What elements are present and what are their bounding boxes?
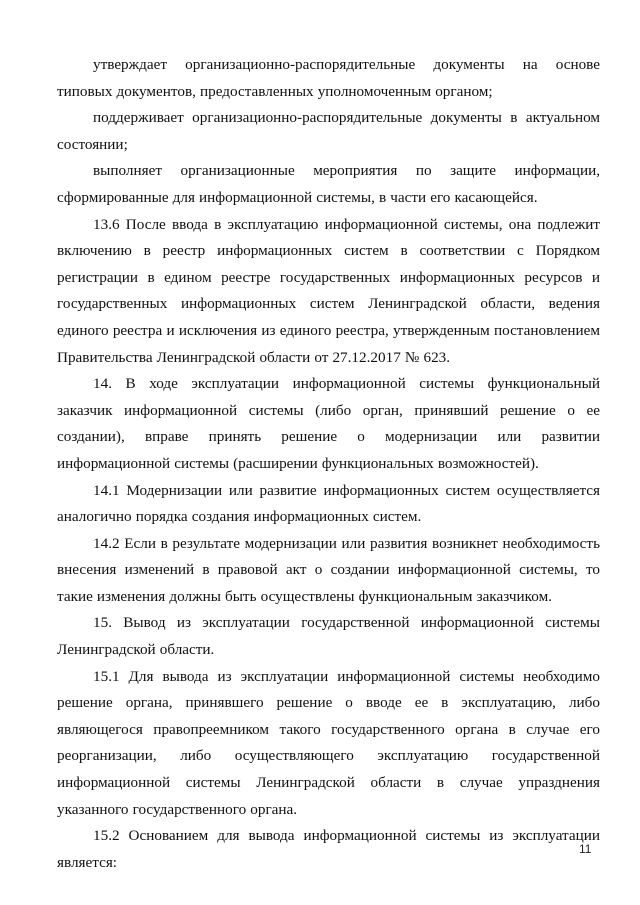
- paragraph-14: 14. В ходе эксплуатации информационной системы функциональный заказчик информационной системы (либо орган, принявший решение о ее создании), вправе принять решение о модернизации или развитии информационной системы (расширении функциональных возможностей).: [57, 375, 600, 472]
- paragraph-15-2: 15.2 Основанием для вывода информационной системы из эксплуатации является:: [57, 827, 600, 871]
- paragraph-13-6: 13.6 После ввода в эксплуатацию информационной системы, она подлежит включению в реестр информационных систем в соответствии с Порядком регистрации в едином реестре государственных информационных ресурсов и государственных информационных систем Ленинградской области, ведения единого реестра и исключения из единого реестра, утвержденным постановлением Правительства Ленинградской области от 27.12.2017 № 623.: [57, 215, 600, 366]
- paragraph-14-2: 14.2 Если в результате модернизации или развития возникнет необходимость внесения изменений в правовой акт о создании информационной системы, то такие изменения должны быть осуществлены функциональным заказчиком.: [57, 534, 600, 605]
- document-body: [57, 52, 600, 876]
- page-number: 11: [579, 842, 592, 856]
- paragraph-approves-documents: утверждает организационно-распорядительные документы на основе типовых документов, предоставленных уполномоченным органом;: [57, 56, 600, 100]
- paragraph-15-1: 15.1 Для вывода из эксплуатации информационной системы необходимо решение органа, принявшего решение о вводе ее в эксплуатацию, либо являющегося правопреемником такого государственного органа в случае его реорганизации, либо осуществляющего эксплуатацию государственной информационной системы Ленинградской области в случае упразднения указанного государственного органа.: [57, 667, 600, 818]
- paragraph-14-1: 14.1 Модернизации или развитие информационных систем осуществляется аналогично порядка создания информационных систем.: [57, 481, 600, 526]
- paragraph-maintains-documents: поддерживает организационно-распорядительные документы в актуальном состоянии;: [57, 109, 600, 153]
- paragraph-performs-measures: выполняет организационные мероприятия по защите информации, сформированные для информационной системы, в части его касающейся.: [57, 162, 600, 206]
- paragraph-15: 15. Вывод из эксплуатации государственной информационной системы Ленинградской области.: [57, 614, 600, 659]
